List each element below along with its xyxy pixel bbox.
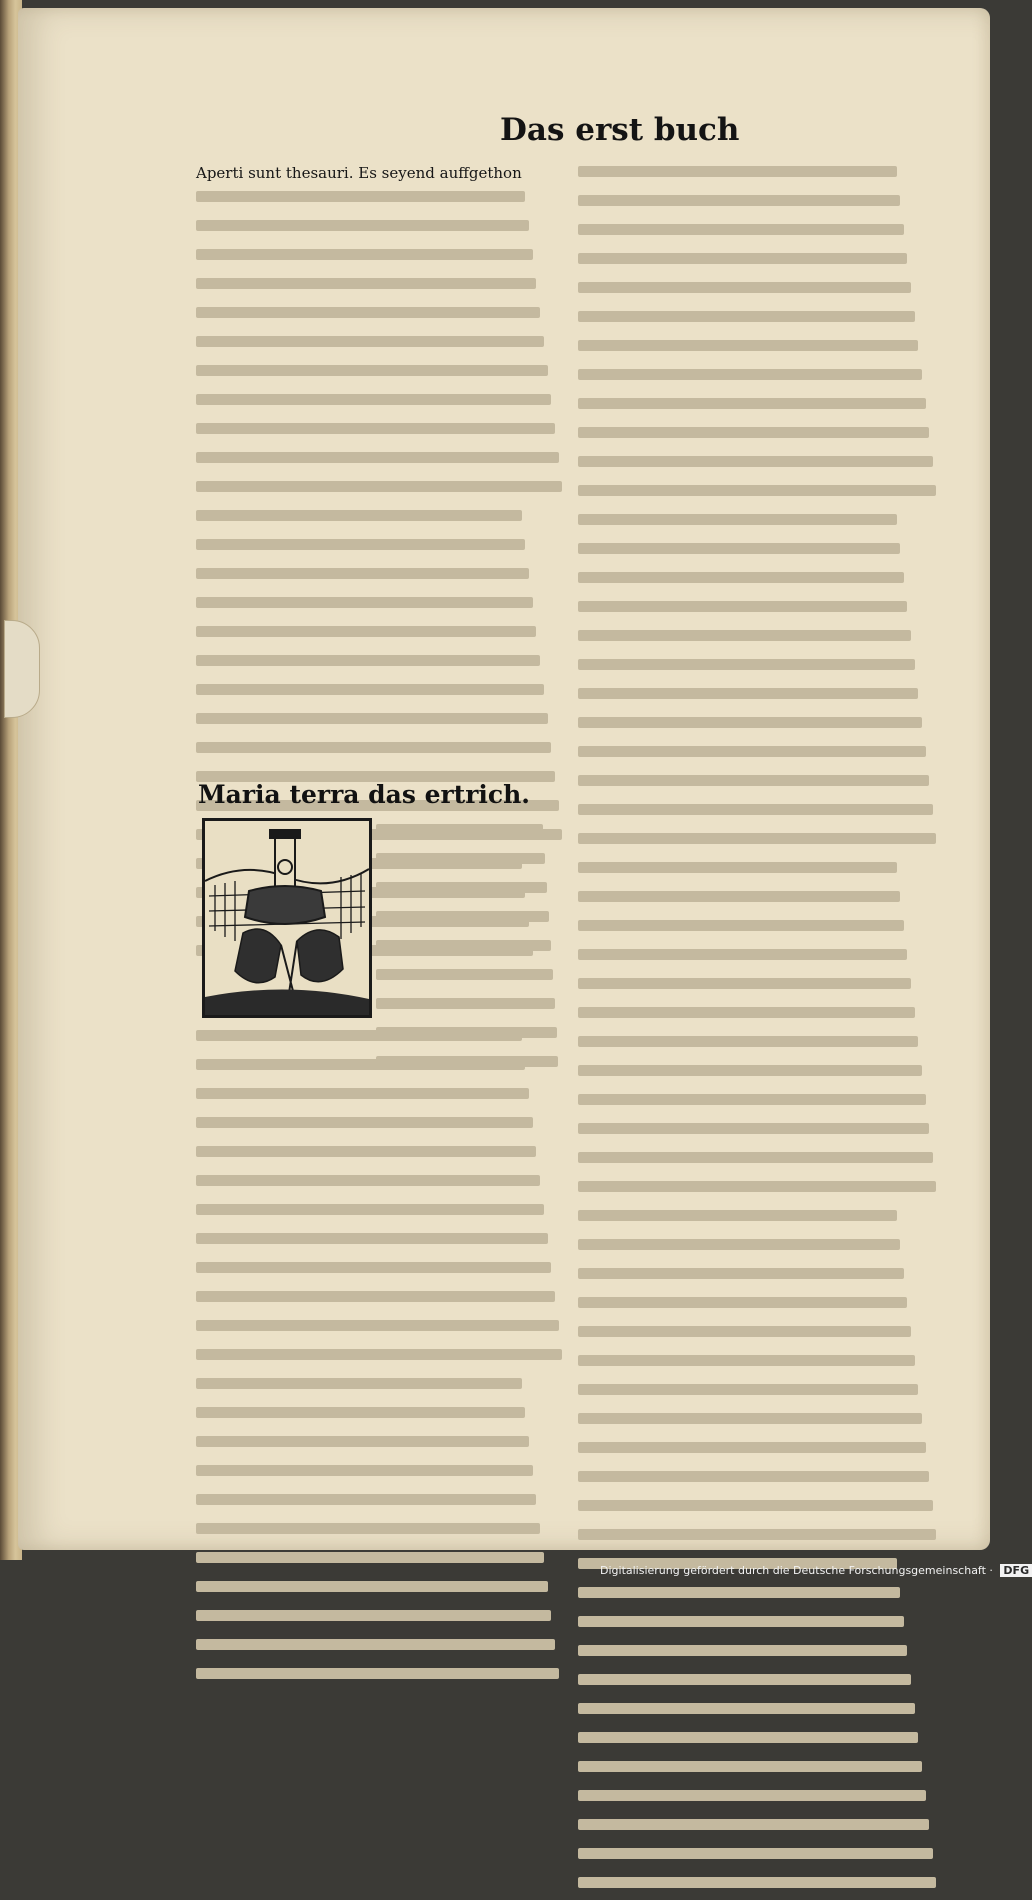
illegible-line-placeholder [196,1378,566,1401]
placeholder-bar [196,394,551,405]
placeholder-bar [196,452,559,463]
illegible-line-placeholder [578,1384,940,1407]
illegible-line-placeholder [578,1674,940,1697]
illegible-line-placeholder [196,655,566,678]
illegible-line-placeholder [196,1204,566,1227]
illegible-line-placeholder [196,1349,566,1372]
illegible-line-placeholder [376,940,566,963]
placeholder-bar [578,1413,922,1424]
placeholder-bar [196,1349,562,1360]
illegible-line-placeholder [196,1639,566,1662]
placeholder-bar [578,1645,907,1656]
illegible-line-placeholder [578,833,940,856]
placeholder-bar [376,940,551,951]
illegible-line-placeholder [578,920,940,943]
placeholder-bar [196,1465,533,1476]
illegible-line-placeholder [196,452,566,475]
placeholder-bar [578,1587,900,1598]
illegible-line-placeholder [196,742,566,765]
illegible-line-placeholder [196,1552,566,1575]
digitization-footer [600,1564,1030,1582]
placeholder-bar [578,862,897,873]
illegible-line-placeholder [196,713,566,736]
placeholder-bar [578,1500,933,1511]
placeholder-bar [196,539,525,550]
illegible-line-placeholder [578,166,940,189]
illegible-line-placeholder [578,1007,940,1030]
placeholder-bar [578,1848,933,1859]
text-line: Aperti sunt thesauri. Es seyend auffgethon [196,164,522,182]
illegible-line-placeholder [578,1471,940,1494]
placeholder-bar [578,949,907,960]
illegible-line-placeholder [376,853,566,876]
placeholder-bar [196,191,525,202]
illegible-line-placeholder [578,1790,940,1813]
placeholder-bar [578,1529,936,1540]
illegible-line-placeholder [196,539,566,562]
illegible-line-placeholder [196,249,566,272]
dfg-logo: DFG [1000,1564,1032,1577]
page-tab-clasp [4,620,40,718]
illegible-line-placeholder [196,1523,566,1546]
placeholder-bar [578,1123,929,1134]
placeholder-bar [578,1094,926,1105]
placeholder-bar [196,1668,559,1679]
illegible-line-placeholder [578,311,940,334]
placeholder-bar [196,1175,540,1186]
placeholder-bar [578,717,922,728]
placeholder-bar [376,853,545,864]
illegible-line-placeholder [196,278,566,301]
illegible-line-placeholder [578,1036,940,1059]
placeholder-bar [578,1674,911,1685]
placeholder-bar [196,1552,544,1563]
section-heading: Maria terra das ertrich. [198,780,530,809]
illegible-line-placeholder [196,1088,566,1111]
placeholder-bar [196,307,540,318]
placeholder-bar [578,1442,926,1453]
illegible-line-placeholder [578,1500,940,1523]
illegible-line-placeholder [196,1117,566,1140]
illegible-line-placeholder [196,1291,566,1314]
placeholder-bar [578,369,922,380]
illegible-line-placeholder [578,1413,940,1436]
placeholder-bar [196,1204,544,1215]
placeholder-bar [196,365,548,376]
placeholder-bar [196,1291,555,1302]
illegible-line-placeholder [578,1848,940,1871]
placeholder-bar [578,166,897,177]
illegible-line-placeholder [578,1297,940,1320]
illegible-line-placeholder [196,423,566,446]
placeholder-bar [578,1007,915,1018]
placeholder-bar [578,340,918,351]
placeholder-bar [578,1384,918,1395]
placeholder-bar [578,775,929,786]
illegible-line-placeholder [196,220,566,243]
illegible-line-placeholder [578,862,940,885]
illegible-line-placeholder [578,1819,940,1842]
placeholder-bar [578,1036,918,1047]
illegible-line-placeholder [578,659,940,682]
illegible-line-placeholder [578,514,940,537]
illegible-line-placeholder [196,1494,566,1517]
placeholder-bar [578,282,911,293]
illegible-line-placeholder [196,481,566,504]
illegible-line-placeholder [578,601,940,624]
placeholder-bar [578,601,907,612]
illegible-line-placeholder [196,1146,566,1169]
placeholder-bar [376,882,547,893]
illegible-line-placeholder [196,1320,566,1343]
placeholder-bar [376,824,543,835]
illegible-line-placeholder [578,746,940,769]
placeholder-bar [578,1703,915,1714]
illegible-line-placeholder [196,336,566,359]
illegible-line-placeholder [196,1436,566,1459]
placeholder-bar [578,1152,933,1163]
illegible-line-placeholder [578,572,940,595]
illegible-line-placeholder [196,1407,566,1430]
text-column-right [578,160,940,1900]
placeholder-bar [578,253,907,264]
placeholder-bar [578,659,915,670]
illegible-line-placeholder [578,1355,940,1378]
illegible-line-placeholder [578,1587,940,1610]
illegible-line-placeholder [196,191,566,214]
illegible-line-placeholder [196,1581,566,1604]
illegible-line-placeholder [196,1262,566,1285]
placeholder-bar [578,1181,936,1192]
placeholder-bar [196,1436,529,1447]
illegible-line-placeholder [578,253,940,276]
illegible-line-placeholder [578,978,940,1001]
placeholder-bar [196,1523,540,1534]
illegible-line-placeholder [578,1065,940,1088]
placeholder-bar [196,1320,559,1331]
placeholder-bar [196,568,529,579]
illegible-line-placeholder [578,282,940,305]
placeholder-bar [578,978,911,989]
placeholder-bar [196,713,548,724]
placeholder-bar [196,1407,525,1418]
placeholder-bar [376,998,555,1009]
placeholder-bar [196,597,533,608]
illegible-line-placeholder [578,485,940,508]
placeholder-bar [578,746,926,757]
illegible-line-placeholder [196,1233,566,1256]
illegible-line-placeholder [578,1094,940,1117]
placeholder-bar [376,969,553,980]
placeholder-bar [578,920,904,931]
illegible-line-placeholder [578,1239,940,1262]
placeholder-bar [196,742,551,753]
illegible-line-placeholder [196,394,566,417]
placeholder-bar [578,1065,922,1076]
footer-credit: Digitalisierung gefördert durch die Deutsche Forschungsgemeinschaft · [600,1564,993,1577]
placeholder-bar [196,1581,548,1592]
placeholder-bar [196,423,555,434]
illegible-line-placeholder [196,1465,566,1488]
placeholder-bar [578,1268,904,1279]
illegible-line-placeholder [578,804,940,827]
illegible-line-placeholder [578,1529,940,1552]
illegible-line-placeholder [578,456,940,479]
placeholder-bar [196,1378,522,1389]
illegible-line-placeholder [196,1030,566,1053]
placeholder-bar [196,278,536,289]
illegible-line-placeholder [578,1761,940,1784]
placeholder-bar [578,1210,897,1221]
placeholder-bar [196,1233,548,1244]
illegible-line-placeholder [578,427,940,450]
illegible-line-placeholder [578,1123,940,1146]
placeholder-bar [578,1616,904,1627]
illegible-line-placeholder [376,882,566,905]
illegible-line-placeholder [578,1152,940,1175]
placeholder-bar [578,427,929,438]
placeholder-bar [196,1146,536,1157]
illegible-line-placeholder [196,1610,566,1633]
illegible-line-placeholder [196,1175,566,1198]
placeholder-bar [196,655,540,666]
placeholder-bar [578,1471,929,1482]
illegible-line-placeholder [196,1059,566,1082]
illegible-line-placeholder [196,307,566,330]
illegible-line-placeholder [578,688,940,711]
placeholder-bar [578,398,926,409]
placeholder-bar [196,220,529,231]
illegible-line-placeholder [376,911,566,934]
woodcut-image [205,821,369,1015]
placeholder-bar [196,481,562,492]
placeholder-bar [578,1239,900,1250]
placeholder-bar [196,336,544,347]
woodcut-illustration [202,818,372,1018]
placeholder-bar [578,804,933,815]
placeholder-bar [578,195,900,206]
illegible-line-placeholder [578,340,940,363]
illegible-line-placeholder [578,1210,940,1233]
illegible-line-placeholder [578,369,940,392]
illegible-line-placeholder [578,543,940,566]
placeholder-bar [578,891,900,902]
placeholder-bar [578,1790,926,1801]
illegible-line-placeholder [376,998,566,1021]
illegible-line-placeholder [578,949,940,972]
placeholder-bar [578,1297,907,1308]
placeholder-bar [578,1732,918,1743]
placeholder-bar [578,514,897,525]
placeholder-bar [196,1639,555,1650]
placeholder-bar [578,630,911,641]
illegible-line-placeholder [196,626,566,649]
placeholder-bar [578,543,900,554]
illegible-line-placeholder [196,1668,566,1691]
placeholder-bar [196,249,533,260]
illegible-line-placeholder [578,1326,940,1349]
illegible-line-placeholder [376,824,566,847]
placeholder-bar [578,1355,915,1366]
placeholder-bar [578,1326,911,1337]
illegible-line-placeholder [578,1181,940,1204]
placeholder-bar [196,1117,533,1128]
text-column-left-lower [196,1024,566,1691]
placeholder-bar [196,1610,551,1621]
placeholder-bar [578,1819,929,1830]
illegible-line-placeholder [578,1616,940,1639]
illegible-line-placeholder [578,195,940,218]
placeholder-bar [578,456,933,467]
placeholder-bar [196,1262,551,1273]
placeholder-bar [196,1088,529,1099]
running-head: Das erst buch [500,112,740,148]
placeholder-bar [578,688,918,699]
placeholder-bar [578,311,915,322]
placeholder-bar [196,510,522,521]
illegible-line-placeholder [578,891,940,914]
illegible-line-placeholder [196,684,566,707]
placeholder-bar [196,1494,536,1505]
illegible-line-placeholder [578,1732,940,1755]
placeholder-bar [578,1877,936,1888]
placeholder-bar [376,911,549,922]
placeholder-bar [578,485,936,496]
illegible-line-placeholder [578,1703,940,1726]
illegible-line-placeholder [578,1442,940,1465]
illegible-line-placeholder [578,775,940,798]
illegible-line-placeholder [578,717,940,740]
placeholder-bar [196,1030,522,1041]
illegible-line-placeholder [578,224,940,247]
illegible-line-placeholder [376,969,566,992]
illegible-line-placeholder [578,1268,940,1291]
illegible-line-placeholder [578,630,940,653]
illegible-line-placeholder [578,1877,940,1900]
placeholder-bar [578,1761,922,1772]
placeholder-bar [196,626,536,637]
placeholder-bar [196,1059,525,1070]
illegible-line-placeholder [196,365,566,388]
illegible-line-placeholder [196,568,566,591]
placeholder-bar [578,224,904,235]
placeholder-bar [578,572,904,583]
illegible-line-placeholder [196,510,566,533]
placeholder-bar [196,684,544,695]
illegible-line-placeholder [196,597,566,620]
illegible-line-placeholder [578,398,940,421]
placeholder-bar [578,833,936,844]
illegible-line-placeholder [578,1645,940,1668]
